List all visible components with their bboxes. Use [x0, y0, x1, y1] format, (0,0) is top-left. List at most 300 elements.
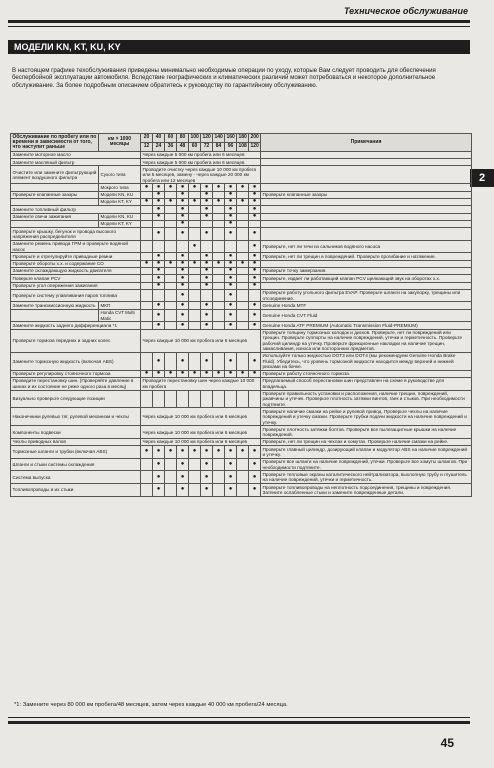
table-row: [11, 390, 472, 408]
empty-cell: [237, 240, 249, 253]
sub-item-cell: Модели KN, KU: [99, 191, 141, 198]
table-row: [11, 166, 472, 184]
service-dot: ●: [141, 260, 153, 267]
month-header-cell: 72: [201, 142, 213, 151]
note-cell: Проверьте все шланги на наличие повреждений, утечки. Проверьте все хомуты шлангов. При необходимости подтяните.: [261, 458, 472, 471]
empty-cell: [213, 220, 225, 227]
table-row: [11, 159, 472, 166]
empty-cell: [141, 275, 153, 282]
service-dot: ●: [225, 352, 237, 370]
km-header-cell: 180: [237, 134, 249, 143]
empty-cell: [189, 267, 201, 274]
table-row: [11, 253, 472, 260]
service-dot: ●: [189, 198, 201, 205]
empty-cell: [177, 240, 189, 253]
service-dot: ●: [201, 260, 213, 267]
service-dot: ●: [153, 322, 165, 329]
month-header-cell: 24: [153, 142, 165, 151]
empty-cell: [201, 289, 213, 302]
note-cell: Genuine Honda MTF: [261, 302, 472, 309]
empty-cell: [213, 302, 225, 309]
service-dot: ●: [249, 275, 261, 282]
note-cell: Предлагаемый способ перестановки шин представлен на схеме в руководстве для владельца.: [261, 377, 472, 390]
service-dot: ●: [249, 228, 261, 241]
note-cell: [261, 260, 472, 267]
empty-cell: [249, 220, 261, 227]
empty-cell: [213, 322, 225, 329]
item-cell: Проведите перестановку шин. (Проверяйте давление в шинах и их состояние не реже одного раза в месяц): [11, 377, 141, 390]
empty-cell: [237, 390, 249, 408]
table-row: [11, 377, 472, 390]
service-dot: ●: [153, 352, 165, 370]
note-cell: Проверьте плотность затяжки болтов. Проверьте все пылезащитные крышки на наличие повреждений.: [261, 426, 472, 439]
service-dot: ●: [165, 446, 177, 459]
table-row: [11, 289, 472, 302]
service-dot: ●: [225, 322, 237, 329]
service-dot: ●: [201, 370, 213, 377]
item-cell: Проверьте и отрегулируйте приводные ремни: [11, 253, 141, 260]
service-dot: ●: [201, 446, 213, 459]
empty-cell: [141, 228, 153, 241]
note-cell: [261, 166, 472, 184]
empty-cell: [189, 275, 201, 282]
note-cell: Проверьте тепловые экраны каталитического нейтрализатора, выхлопную трубу и глушитель на наличие повреждений, утечки и герметичность.: [261, 471, 472, 484]
note-cell: [261, 220, 472, 227]
chapter-tab: 2: [470, 169, 494, 187]
service-dot: ●: [153, 253, 165, 260]
item-cell: Топливопроводы и их стыки: [11, 484, 141, 497]
service-dot: ●: [225, 458, 237, 471]
empty-cell: [141, 220, 153, 227]
service-dot: ●: [177, 206, 189, 213]
empty-cell: [237, 322, 249, 329]
top-rule: [8, 20, 470, 23]
table-row: [11, 329, 472, 352]
empty-cell: [225, 240, 237, 253]
empty-cell: [189, 220, 201, 227]
service-dot: ●: [201, 198, 213, 205]
empty-cell: [177, 390, 189, 408]
empty-cell: [165, 302, 177, 309]
bottom-rule-thin: [8, 717, 470, 718]
km-header-cell: 160: [225, 134, 237, 143]
item-cell: Проверьте систему улавливания паров топлива: [11, 289, 141, 302]
empty-cell: [189, 253, 201, 260]
interval-cell: Через каждые 10 000 км пробега или 6 месяцев: [141, 438, 261, 445]
service-dot: ●: [201, 275, 213, 282]
table-row: [11, 484, 472, 497]
note-cell: [261, 282, 472, 289]
service-dot: ●: [153, 282, 165, 289]
empty-cell: [141, 390, 153, 408]
month-header-cell: 12: [141, 142, 153, 151]
empty-cell: [141, 253, 153, 260]
empty-cell: [165, 275, 177, 282]
service-dot: ●: [225, 198, 237, 205]
service-dot: ●: [225, 213, 237, 220]
table-row: [11, 322, 472, 329]
service-dot: ●: [153, 446, 165, 459]
table-row: [11, 426, 472, 439]
empty-cell: [213, 206, 225, 213]
item-cell: [11, 220, 99, 227]
item-cell: [11, 198, 99, 205]
empty-cell: [189, 282, 201, 289]
service-dot: ●: [237, 260, 249, 267]
service-dot: ●: [201, 213, 213, 220]
table-row: [11, 198, 472, 205]
empty-cell: [141, 302, 153, 309]
empty-cell: [213, 352, 225, 370]
service-dot: ●: [237, 184, 249, 191]
item-cell: Замените тормозную жидкость (включая ABS): [11, 352, 141, 370]
service-dot: ●: [225, 267, 237, 274]
chapter-title: Техническое обслуживание: [344, 6, 468, 16]
month-header-cell: 36: [165, 142, 177, 151]
empty-cell: [237, 253, 249, 260]
empty-cell: [141, 352, 153, 370]
service-dot: ●: [141, 370, 153, 377]
empty-cell: [189, 322, 201, 329]
service-dot: ●: [201, 253, 213, 260]
service-dot: ●: [153, 213, 165, 220]
empty-cell: [213, 240, 225, 253]
empty-cell: [237, 458, 249, 471]
top-rule-thin: [8, 26, 470, 27]
service-dot: ●: [177, 253, 189, 260]
item-cell: Замените топливный фильтр: [11, 206, 141, 213]
interval-cell: Через каждые 10 000 км пробега или 6 месяцев: [141, 329, 261, 352]
service-dot: ●: [189, 260, 201, 267]
service-dot: ●: [237, 198, 249, 205]
service-dot: ●: [201, 206, 213, 213]
table-body: [11, 151, 472, 496]
service-dot: ●: [177, 370, 189, 377]
month-header-cell: 60: [189, 142, 201, 151]
service-dot: ●: [249, 309, 261, 322]
note-cell: Genuine Honda CVT Fluid: [261, 309, 472, 322]
table-row: [11, 458, 472, 471]
table-row: [11, 220, 472, 227]
service-dot: ●: [249, 302, 261, 309]
service-dot: ●: [225, 184, 237, 191]
service-dot: ●: [153, 198, 165, 205]
km-header-cell: 80: [177, 134, 189, 143]
service-dot: ●: [201, 352, 213, 370]
sub-item-cell: Модели KT, KY: [99, 198, 141, 205]
service-dot: ●: [249, 322, 261, 329]
empty-cell: [237, 484, 249, 497]
service-dot: ●: [225, 484, 237, 497]
service-dot: ●: [177, 322, 189, 329]
empty-cell: [189, 471, 201, 484]
sub-item-cell: Модели KT, KY: [99, 220, 141, 227]
empty-cell: [213, 471, 225, 484]
note-cell: [261, 151, 472, 158]
note-cell: [261, 184, 472, 191]
empty-cell: [237, 289, 249, 302]
item-cell: Проверьте обороты х.х. и содержание СО: [11, 260, 141, 267]
empty-cell: [201, 220, 213, 227]
empty-cell: [141, 471, 153, 484]
table-row: [11, 352, 472, 370]
service-dot: ●: [165, 260, 177, 267]
service-dot: ●: [177, 471, 189, 484]
note-cell: [261, 213, 472, 220]
service-dot: ●: [177, 220, 189, 227]
sub-item-cell: МКП: [99, 302, 141, 309]
table-row: [11, 408, 472, 426]
interval-cell: Через каждые 5 000 км пробега или 6 месяцев: [141, 159, 261, 166]
interval-cell: Через каждые 5 000 км пробега или 6 месяцев: [141, 151, 261, 158]
service-dot: ●: [177, 282, 189, 289]
empty-cell: [201, 390, 213, 408]
service-dot: ●: [177, 267, 189, 274]
service-dot: ●: [225, 260, 237, 267]
note-cell: [261, 228, 472, 241]
service-dot: ●: [201, 309, 213, 322]
header-row-km: [11, 134, 472, 143]
empty-cell: [141, 267, 153, 274]
km-header-cell: 40: [153, 134, 165, 143]
interval-cell: Через каждые 10 000 км пробега или 6 месяцев: [141, 426, 261, 439]
empty-cell: [237, 206, 249, 213]
service-dot: ●: [213, 446, 225, 459]
km-header-cell: 120: [201, 134, 213, 143]
empty-cell: [165, 282, 177, 289]
item-cell: Замените трансмиссионную жидкость: [11, 302, 99, 309]
service-dot: ●: [237, 370, 249, 377]
empty-cell: [165, 228, 177, 241]
table-row: [11, 446, 472, 459]
service-dot: ●: [249, 352, 261, 370]
service-dot: ●: [201, 302, 213, 309]
empty-cell: [237, 282, 249, 289]
service-dot: ●: [141, 198, 153, 205]
table-row: [11, 191, 472, 198]
service-dot: ●: [153, 275, 165, 282]
note-cell: Проверьте клапанные зазоры: [261, 191, 472, 198]
service-dot: ●: [213, 370, 225, 377]
table-row: [11, 206, 472, 213]
service-dot: ●: [177, 289, 189, 302]
service-dot: ●: [153, 228, 165, 241]
service-dot: ●: [201, 191, 213, 198]
service-dot: ●: [249, 471, 261, 484]
service-dot: ●: [249, 260, 261, 267]
empty-cell: [165, 289, 177, 302]
table-row: [11, 151, 472, 158]
empty-cell: [213, 275, 225, 282]
note-cell: Проверьте толщину тормозных колодок и дисков. Проверьте, нет ли повреждений или трещин. Проверьте суппорты на наличие повреждений, утечки и герметичность. Проверьте рабочий цилиндр на утечку. Проверьте фрикционные накладки на наличие трещин, замасливания, износа или посторонних предметов.: [261, 329, 472, 352]
item-cell: Чехлы приводных валов: [11, 438, 141, 445]
service-dot: ●: [201, 282, 213, 289]
service-dot: ●: [249, 282, 261, 289]
item-cell: Наконечники рулевых тяг, рулевой механизм и чехлы: [11, 408, 141, 426]
empty-cell: [213, 191, 225, 198]
item-cell: Проверьте тормоза передних и задних колес: [11, 329, 141, 352]
service-dot: ●: [189, 446, 201, 459]
empty-cell: [237, 267, 249, 274]
service-dot: ●: [177, 260, 189, 267]
item-cell: Замените моторное масло: [11, 151, 141, 158]
service-dot: ●: [153, 191, 165, 198]
table-row: [11, 267, 472, 274]
notes-column-header: Примечания: [261, 134, 472, 152]
item-cell: Замените свечи зажигания: [11, 213, 99, 220]
table-row: [11, 471, 472, 484]
service-dot: ●: [213, 198, 225, 205]
service-dot: ●: [201, 322, 213, 329]
table-row: [11, 282, 472, 289]
km-header-cell: 100: [189, 134, 201, 143]
note-cell: [261, 159, 472, 166]
item-cell: Замените масляный фильтр: [11, 159, 141, 166]
service-dot: ●: [249, 191, 261, 198]
interval-cell: Проводите очистку через каждые 10 000 км пробега или 6 месяцев, замену - через каждые 20 000 км пробега или 12 месяцев: [141, 166, 261, 184]
service-dot: ●: [201, 267, 213, 274]
service-dot: ●: [153, 370, 165, 377]
item-cell: Компоненты подвески: [11, 426, 141, 439]
km-header-cell: 200: [249, 134, 261, 143]
empty-cell: [189, 289, 201, 302]
table-row: [11, 240, 472, 253]
empty-cell: [249, 390, 261, 408]
note-cell: Проверьте работу стояночного тормоза.: [261, 370, 472, 377]
empty-cell: [165, 213, 177, 220]
table-row: [11, 438, 472, 445]
empty-cell: [165, 240, 177, 253]
service-dot: ●: [177, 191, 189, 198]
service-dot: ●: [153, 184, 165, 191]
item-cell: Проверьте крышку, бегунок и провода высокого напряжения распределителя: [11, 228, 141, 241]
table-row: [11, 260, 472, 267]
service-dot: ●: [201, 484, 213, 497]
service-dot: ●: [225, 471, 237, 484]
empty-cell: [165, 484, 177, 497]
empty-cell: [189, 484, 201, 497]
note-cell: Проверьте топливопроводы на неплотность подсоединения, трещины и повреждения. Затяните ослабленные стыки и замените поврежденные детали.: [261, 484, 472, 497]
item-cell: Проверьте клапанные зазоры: [11, 191, 99, 198]
service-dot: ●: [177, 458, 189, 471]
month-header-cell: 48: [177, 142, 189, 151]
empty-cell: [237, 228, 249, 241]
service-dot: ●: [153, 206, 165, 213]
empty-cell: [237, 275, 249, 282]
note-cell: Проверьте наличие смазки на рейке и рулевой привод. Проверьте чехлы на наличие повреждений и утечку смазки. Проверьте трубки подачи жидкости на наличие повреждений и утечку.: [261, 408, 472, 426]
month-header-cell: 120: [249, 142, 261, 151]
service-dot: ●: [225, 191, 237, 198]
empty-cell: [141, 191, 153, 198]
service-dot: ●: [249, 206, 261, 213]
service-dot: ●: [225, 370, 237, 377]
empty-cell: [141, 240, 153, 253]
service-dot: ●: [189, 240, 201, 253]
empty-cell: [165, 471, 177, 484]
service-dot: ●: [177, 213, 189, 220]
empty-cell: [165, 390, 177, 408]
empty-cell: [237, 302, 249, 309]
table-header: [11, 134, 472, 152]
empty-cell: [165, 253, 177, 260]
service-dot: ●: [249, 458, 261, 471]
note-cell: Проверьте правильность установки и расположения, наличие трещин, повреждений, ржавчины и утечек. Проверьте плотность затяжки винтов, гаек и стыков. При необходимости подтяните.: [261, 390, 472, 408]
item-cell: Замените охлаждающую жидкость двигателя: [11, 267, 141, 274]
item-cell: Шланги и стыки системы охлаждения: [11, 458, 141, 471]
empty-cell: [153, 220, 165, 227]
service-dot: ●: [249, 446, 261, 459]
empty-cell: [237, 213, 249, 220]
service-dot: ●: [153, 302, 165, 309]
note-cell: [261, 206, 472, 213]
item-cell: Проверьте угол опережения зажигания: [11, 282, 141, 289]
service-dot: ●: [213, 184, 225, 191]
service-dot: ●: [177, 228, 189, 241]
table-row: [11, 370, 472, 377]
sub-item-cell: Honda CVT Multi Matic: [99, 309, 141, 322]
month-header-cell: 108: [237, 142, 249, 151]
service-dot: ●: [225, 206, 237, 213]
empty-cell: [237, 471, 249, 484]
service-dot: ●: [213, 260, 225, 267]
service-dot: ●: [153, 309, 165, 322]
note-cell: [261, 198, 472, 205]
empty-cell: [141, 309, 153, 322]
item-cell: Поверьте клапан PCV: [11, 275, 141, 282]
service-dot: ●: [201, 228, 213, 241]
empty-cell: [165, 191, 177, 198]
table-row: [11, 228, 472, 241]
service-dot: ●: [177, 198, 189, 205]
empty-cell: [189, 309, 201, 322]
month-header-cell: 96: [225, 142, 237, 151]
item-cell: Проверьте регулировку стояночного тормоза: [11, 370, 141, 377]
note-cell: Проверьте, издает ли работающий клапан PCV щелкающий звук на оборотах х.х.: [261, 275, 472, 282]
empty-cell: [249, 289, 261, 302]
note-cell: Проверьте главный цилиндр, дозирующий клапан и модулятор ABS на наличие повреждений и утечку.: [261, 446, 472, 459]
service-dot: ●: [177, 309, 189, 322]
empty-cell: [141, 206, 153, 213]
intro-text: В настоящем графике техобслуживания приведены минимально необходимые операции по уходу, которые Вам следует проводить для обеспечения беспербойной эксплуатации автомобиля. Вследствие географических и климатических различий может потребоваться и некоторое дополнительное обслуживание. За более подробным описанием обратитесь к руководству по гарантийному обслуживанию.: [12, 67, 436, 89]
service-dot: ●: [249, 240, 261, 253]
service-dot: ●: [225, 309, 237, 322]
empty-cell: [213, 253, 225, 260]
empty-cell: [141, 289, 153, 302]
km-header-cell: 60: [165, 134, 177, 143]
section-title: МОДЕЛИ KN, KT, KU, KY: [8, 40, 470, 54]
empty-cell: [237, 309, 249, 322]
service-dot: ●: [225, 228, 237, 241]
empty-cell: [153, 240, 165, 253]
service-dot: ●: [201, 471, 213, 484]
km-header-cell: 140: [213, 134, 225, 143]
empty-cell: [213, 213, 225, 220]
service-dot: ●: [153, 458, 165, 471]
empty-cell: [141, 322, 153, 329]
item-cell: Замените ремень привода ГРМ и проверьте водяной насос: [11, 240, 141, 253]
service-dot: ●: [249, 184, 261, 191]
empty-cell: [237, 191, 249, 198]
empty-cell: [165, 322, 177, 329]
empty-cell: [165, 206, 177, 213]
service-dot: ●: [189, 184, 201, 191]
service-dot: ●: [153, 267, 165, 274]
interval-cell: Проводите перестановку шин через каждые 10 000 км пробега: [141, 377, 261, 390]
km-header-cell: 20: [141, 134, 153, 143]
empty-cell: [213, 282, 225, 289]
service-dot: ●: [225, 289, 237, 302]
bottom-rule: [8, 721, 470, 724]
